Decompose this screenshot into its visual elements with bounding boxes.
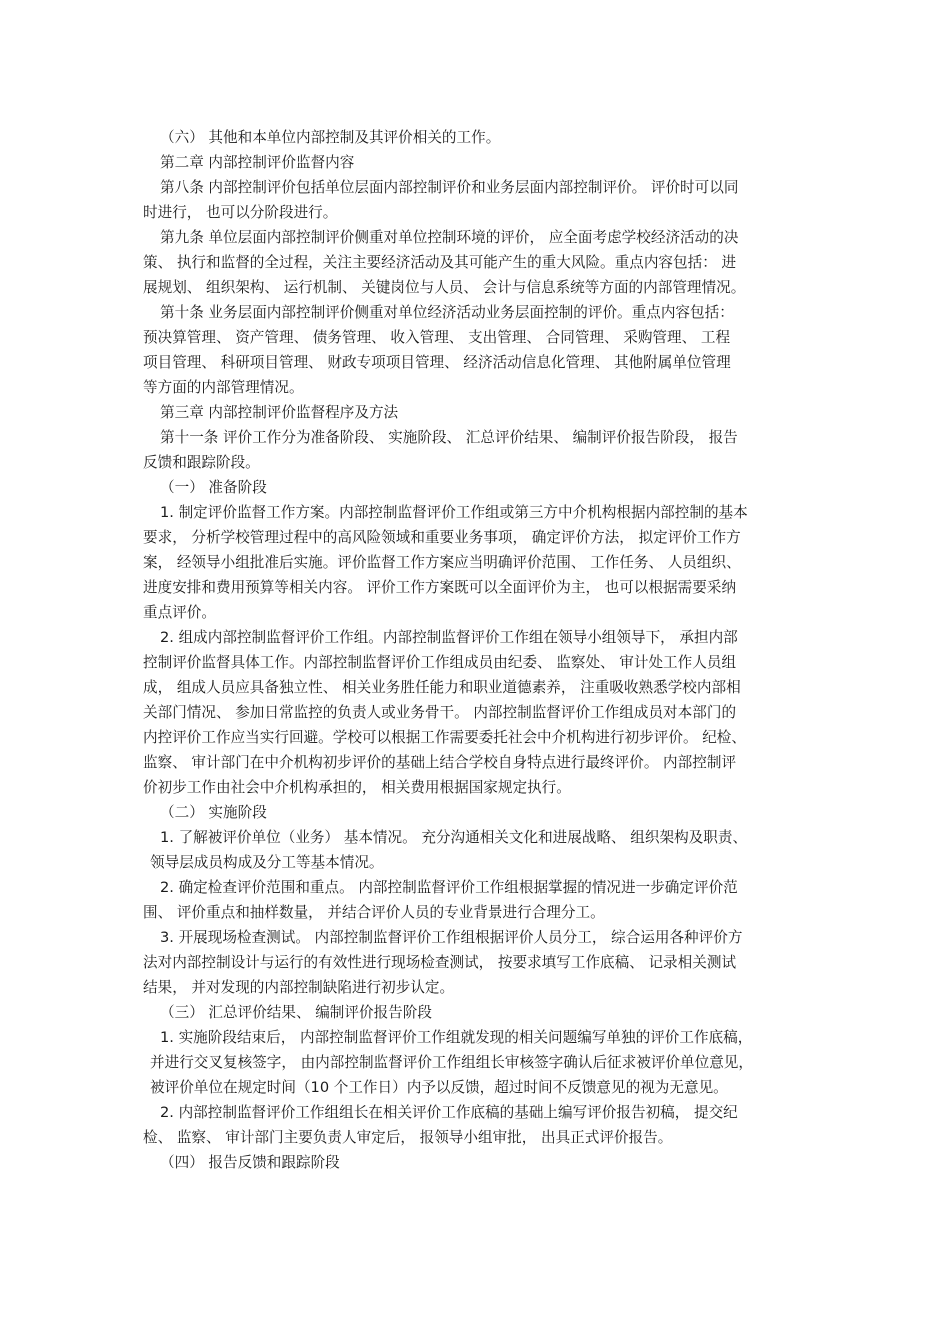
- text-line: 进度安排和费用预算等相关内容。 评价工作方案既可以全面评价为主， 也可以根据需要采纳: [143, 579, 737, 596]
- text-line: 1. 实施阶段结束后， 内部控制监督评价工作组就发现的相关问题编写单独的评价工作底稿，: [160, 1029, 753, 1046]
- chapter-heading: 第三章 内部控制评价监督程序及方法: [160, 404, 399, 421]
- text-line: 被评价单位在规定时间（10 个工作日）内予以反馈，超过时间不反馈意见的视为无意见。: [150, 1079, 728, 1096]
- text-line: 关部门情况、 参加日常监控的负责人或业务骨干。 内部控制监督评价工作组成员对本部门的: [143, 704, 737, 721]
- text-line: 第九条 单位层面内部控制评价侧重对单位控制环境的评价， 应全面考虑学校经济活动的决: [160, 229, 739, 246]
- text-line: 检、 监察、 审计部门主要负责人审定后， 报领导小组审批， 出具正式评价报告。: [143, 1129, 673, 1146]
- text-line: 3. 开展现场检查测试。 内部控制监督评价工作组根据评价人员分工， 综合运用各种评价方: [160, 929, 743, 946]
- text-line: 1. 制定评价监督工作方案。内部控制监督评价工作组或第三方中介机构根据内部控制的基本: [160, 504, 748, 521]
- text-line: 2. 内部控制监督评价工作组组长在相关评价工作底稿的基础上编写评价报告初稿， 提交纪: [160, 1104, 738, 1121]
- text-line: 预决算管理、 资产管理、 债务管理、 收入管理、 支出管理、 合同管理、 采购管理、 工程: [143, 329, 731, 346]
- text-line: 1. 了解被评价单位（业务） 基本情况。 充分沟通相关文化和进展战略、 组织架构及职责、: [160, 829, 748, 846]
- text-line: 时进行， 也可以分阶段进行。: [143, 204, 338, 221]
- text-line: 控制评价监督具体工作。内部控制监督评价工作组成员由纪委、 监察处、 审计处工作人员组: [143, 654, 737, 671]
- text-line: 结果， 并对发现的内部控制缺陷进行初步认定。: [143, 979, 455, 996]
- text-line: 案， 经领导小组批准后实施。评价监督工作方案应当明确评价范围、 工作任务、 人员组织、: [143, 554, 741, 571]
- text-line: 重点评价。: [143, 604, 216, 621]
- text-line: 项目管理、 科研项目管理、 财政专项项目管理、 经济活动信息化管理、 其他附属单位管理: [143, 354, 731, 371]
- text-line: 成， 组成人员应具备独立性、 相关业务胜任能力和职业道德素养， 注重吸收熟悉学校内部相: [143, 679, 741, 696]
- section-heading: （一） 准备阶段: [160, 479, 267, 496]
- text-line: 等方面的内部管理情况。: [143, 379, 304, 396]
- text-line: 监察、 审计部门在中介机构初步评价的基础上结合学校自身特点进行最终评价。 内部控制评: [143, 754, 737, 771]
- text-line: 第十条 业务层面内部控制评价侧重对单位经济活动业务层面控制的评价。重点内容包括：: [160, 304, 734, 321]
- text-line: 反馈和跟踪阶段。: [143, 454, 260, 471]
- text-line: 策、 执行和监督的全过程，关注主要经济活动及其可能产生的重大风险。重点内容包括： 进: [143, 254, 737, 271]
- text-line: 第十一条 评价工作分为准备阶段、 实施阶段、 汇总评价结果、 编制评价报告阶段， 报告: [160, 429, 738, 446]
- text-line: 价初步工作由社会中介机构承担的， 相关费用根据国家规定执行。: [143, 779, 571, 796]
- text-line: 法对内部控制设计与运行的有效性进行现场检查测试， 按要求填写工作底稿、 记录相关测试: [143, 954, 737, 971]
- text-line: 内控评价工作应当实行回避。学校可以根据工作需要委托社会中介机构进行初步评价。 纪检、: [143, 729, 746, 746]
- text-line: 第八条 内部控制评价包括单位层面内部控制评价和业务层面内部控制评价。 评价时可以同: [160, 179, 739, 196]
- text-line: 围、 评价重点和抽样数量， 并结合评价人员的专业背景进行合理分工。: [143, 904, 605, 921]
- chapter-heading: 第二章 内部控制评价监督内容: [160, 154, 355, 171]
- section-heading: （三） 汇总评价结果、 编制评价报告阶段: [160, 1004, 432, 1021]
- text-line: 领导层成员构成及分工等基本情况。: [150, 854, 384, 871]
- text-line: 要求， 分析学校管理过程中的高风险领域和重要业务事项， 确定评价方法， 拟定评价工作方: [143, 529, 741, 546]
- text-line: （六） 其他和本单位内部控制及其评价相关的工作。: [160, 129, 501, 146]
- text-line: 展规划、 组织架构、 运行机制、 关键岗位与人员、 会计与信息系统等方面的内部管理情况。: [143, 279, 746, 296]
- section-heading: （二） 实施阶段: [160, 804, 267, 821]
- text-line: 2. 确定检查评价范围和重点。 内部控制监督评价工作组根据掌握的情况进一步确定评价范: [160, 879, 738, 896]
- text-line: 并进行交叉复核签字， 由内部控制监督评价工作组组长审核签字确认后征求被评价单位意见，: [150, 1054, 753, 1071]
- section-heading: （四） 报告反馈和跟踪阶段: [160, 1154, 340, 1171]
- text-line: 2. 组成内部控制监督评价工作组。内部控制监督评价工作组在领导小组领导下， 承担内部: [160, 629, 738, 646]
